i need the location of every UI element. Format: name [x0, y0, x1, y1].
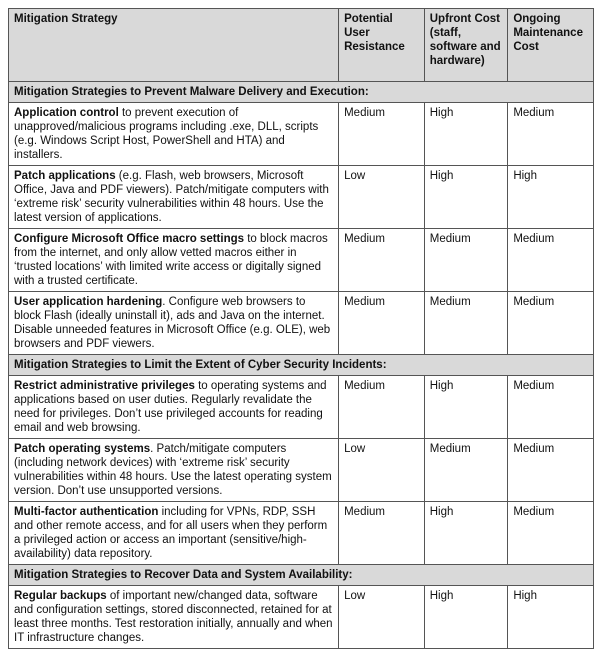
- resistance-cell: Low: [339, 586, 425, 649]
- table-body: [9, 82, 594, 649]
- table-row: [9, 103, 594, 166]
- upfront-cost-cell: High: [424, 586, 508, 649]
- upfront-cost-cell: Medium: [424, 439, 508, 502]
- strategy-cell: [9, 376, 339, 439]
- maintenance-cost-cell: Medium: [508, 502, 594, 565]
- strategy-cell: [9, 586, 339, 649]
- table-row: [9, 439, 594, 502]
- upfront-cost-cell: High: [424, 376, 508, 439]
- strategy-name: Restrict administrative privileges: [14, 380, 195, 392]
- strategy-name: Regular backups: [14, 590, 107, 602]
- strategy-cell: [9, 292, 339, 355]
- strategy-description: including for VPNs, RDP, SSH and other remote access, and for all users when they perform a privileged action or access an important (sensitive/high-availability) data repository.: [14, 506, 328, 560]
- section-header-row: [9, 355, 594, 376]
- header-strategy: Mitigation Strategy: [9, 9, 339, 82]
- resistance-cell: Medium: [339, 229, 425, 292]
- resistance-cell: Low: [339, 439, 425, 502]
- section-title: Mitigation Strategies to Recover Data and System Availability:: [9, 565, 594, 586]
- strategy-description: (e.g. Flash, web browsers, Microsoft Office, Java and PDF viewers). Patch/mitigate computers with ‘extreme risk’ security vulnerabilities within 48 hours. Use the latest version of applications.: [14, 170, 329, 224]
- resistance-cell: Medium: [339, 103, 425, 166]
- maintenance-cost-cell: High: [508, 166, 594, 229]
- table-row: [9, 586, 594, 649]
- section-title: Mitigation Strategies to Limit the Extent of Cyber Security Incidents:: [9, 355, 594, 376]
- strategy-description: to operating systems and applications based on user duties. Regularly revalidate the need for privileges. Don’t use privileged accounts for reading email and web browsing.: [14, 380, 327, 434]
- maintenance-cost-cell: Medium: [508, 229, 594, 292]
- table-header: [9, 9, 594, 82]
- mitigation-table: [8, 8, 594, 649]
- strategy-name: Application control: [14, 107, 119, 119]
- upfront-cost-cell: Medium: [424, 229, 508, 292]
- maintenance-cost-cell: High: [508, 586, 594, 649]
- section-header-row: [9, 565, 594, 586]
- upfront-cost-cell: Medium: [424, 292, 508, 355]
- header-upfront-cost: Upfront Cost (staff, software and hardware): [424, 9, 508, 82]
- strategy-cell: [9, 229, 339, 292]
- resistance-cell: Medium: [339, 376, 425, 439]
- strategy-name: Multi-factor authentication: [14, 506, 159, 518]
- strategy-description: to prevent execution of unapproved/malicious programs including .exe, DLL, scripts (e.g. Windows Script Host, PowerShell and HTA) and installers.: [14, 107, 319, 161]
- header-resistance: Potential User Resistance: [339, 9, 425, 82]
- maintenance-cost-cell: Medium: [508, 103, 594, 166]
- strategy-name: User application hardening: [14, 296, 163, 308]
- strategy-description: . Configure web browsers to block Flash (ideally uninstall it), ads and Java on the internet. Disable unneeded features in Microsoft Office (e.g. OLE), web browsers and PDF viewers.: [14, 296, 331, 350]
- upfront-cost-cell: High: [424, 103, 508, 166]
- strategy-name: Configure Microsoft Office macro settings: [14, 233, 245, 245]
- strategy-description: . Patch/mitigate computers (including network devices) with ‘extreme risk’ security vulnerabilities within 48 hours. Use the latest operating system version. Don’t use unsupported versions.: [14, 443, 332, 497]
- resistance-cell: Medium: [339, 502, 425, 565]
- strategy-cell: [9, 103, 339, 166]
- resistance-cell: Medium: [339, 292, 425, 355]
- table-row: [9, 166, 594, 229]
- strategy-cell: [9, 502, 339, 565]
- strategy-cell: [9, 439, 339, 502]
- section-title: Mitigation Strategies to Prevent Malware Delivery and Execution:: [9, 82, 594, 103]
- resistance-cell: Low: [339, 166, 425, 229]
- strategy-name: Patch applications: [14, 170, 116, 182]
- table-row: [9, 229, 594, 292]
- table-row: [9, 502, 594, 565]
- strategy-cell: [9, 166, 339, 229]
- strategy-description: to block macros from the internet, and only allow vetted macros either in ‘trusted locations’ with limited write access or digitally signed with a trusted certificate.: [14, 233, 328, 287]
- upfront-cost-cell: High: [424, 502, 508, 565]
- strategy-name: Patch operating systems: [14, 443, 151, 455]
- header-maintenance-cost: Ongoing Maintenance Cost: [508, 9, 594, 82]
- strategy-description: of important new/changed data, software and configuration settings, stored disconnected, retained for at least three months. Test restoration initially, annually and when IT infrastructure changes.: [14, 590, 333, 644]
- maintenance-cost-cell: Medium: [508, 439, 594, 502]
- table-row: [9, 292, 594, 355]
- maintenance-cost-cell: Medium: [508, 376, 594, 439]
- maintenance-cost-cell: Medium: [508, 292, 594, 355]
- upfront-cost-cell: High: [424, 166, 508, 229]
- table-row: [9, 376, 594, 439]
- section-header-row: [9, 82, 594, 103]
